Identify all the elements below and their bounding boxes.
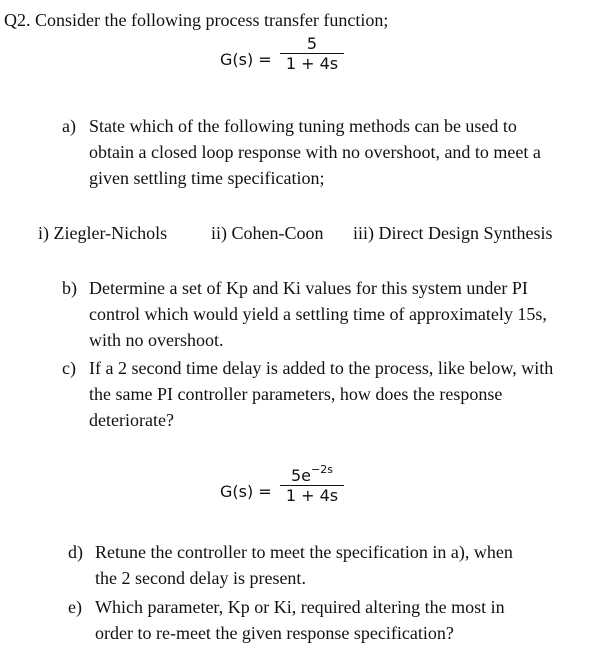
part-d-line-1: Retune the controller to meet the specification in a), when xyxy=(95,542,513,562)
option-cohen-coon: ii) Cohen-Coon xyxy=(211,223,324,243)
part-e-line-2: order to re-meet the given response specification? xyxy=(95,623,454,643)
option-direct-design-synthesis: iii) Direct Design Synthesis xyxy=(353,223,553,243)
tf1-lhs: G(s) = xyxy=(220,50,272,69)
part-a-line-2: obtain a closed loop response with no overshoot, and to meet a xyxy=(89,142,541,162)
part-b-line-2: control which would yield a settling time of approximately 15s, xyxy=(89,304,547,324)
tf2-numerator-exponent: −2s xyxy=(311,463,333,476)
tf2-numerator-base: 5e xyxy=(291,466,312,485)
tf1-numerator: 5 xyxy=(306,34,318,53)
option-ziegler-nichols: i) Ziegler-Nichols xyxy=(38,223,168,243)
part-d-marker: d) xyxy=(68,542,83,562)
part-c-line-1: If a 2 second time delay is added to the process, like below, with xyxy=(89,358,554,378)
tf2-fraction xyxy=(280,463,344,505)
tf2-lhs: G(s) = xyxy=(220,482,272,501)
part-b-marker: b) xyxy=(62,278,77,298)
part-b-line-1: Determine a set of Kp and Ki values for this system under PI xyxy=(89,278,528,298)
part-e-line-1: Which parameter, Kp or Ki, required altering the most in xyxy=(95,597,505,617)
tf1-fraction xyxy=(280,34,344,73)
question-heading: Q2. Consider the following process transfer function; xyxy=(4,10,389,30)
part-b-line-3: with no overshoot. xyxy=(89,330,224,350)
part-c-marker: c) xyxy=(62,358,76,378)
part-c-line-2: the same PI controller parameters, how does the response xyxy=(89,384,503,404)
tf1-denominator: 1 + 4s xyxy=(285,54,339,73)
tf2-denominator: 1 + 4s xyxy=(285,486,339,505)
part-a-marker: a) xyxy=(62,116,76,136)
part-a-line-1: State which of the following tuning methods can be used to xyxy=(89,116,517,136)
part-d-line-2: the 2 second delay is present. xyxy=(95,568,306,588)
tf2-numerator xyxy=(280,463,344,485)
part-c-line-3: deteriorate? xyxy=(89,410,174,430)
part-a-line-3: given settling time specification; xyxy=(89,168,325,188)
part-e-marker: e) xyxy=(68,597,82,617)
